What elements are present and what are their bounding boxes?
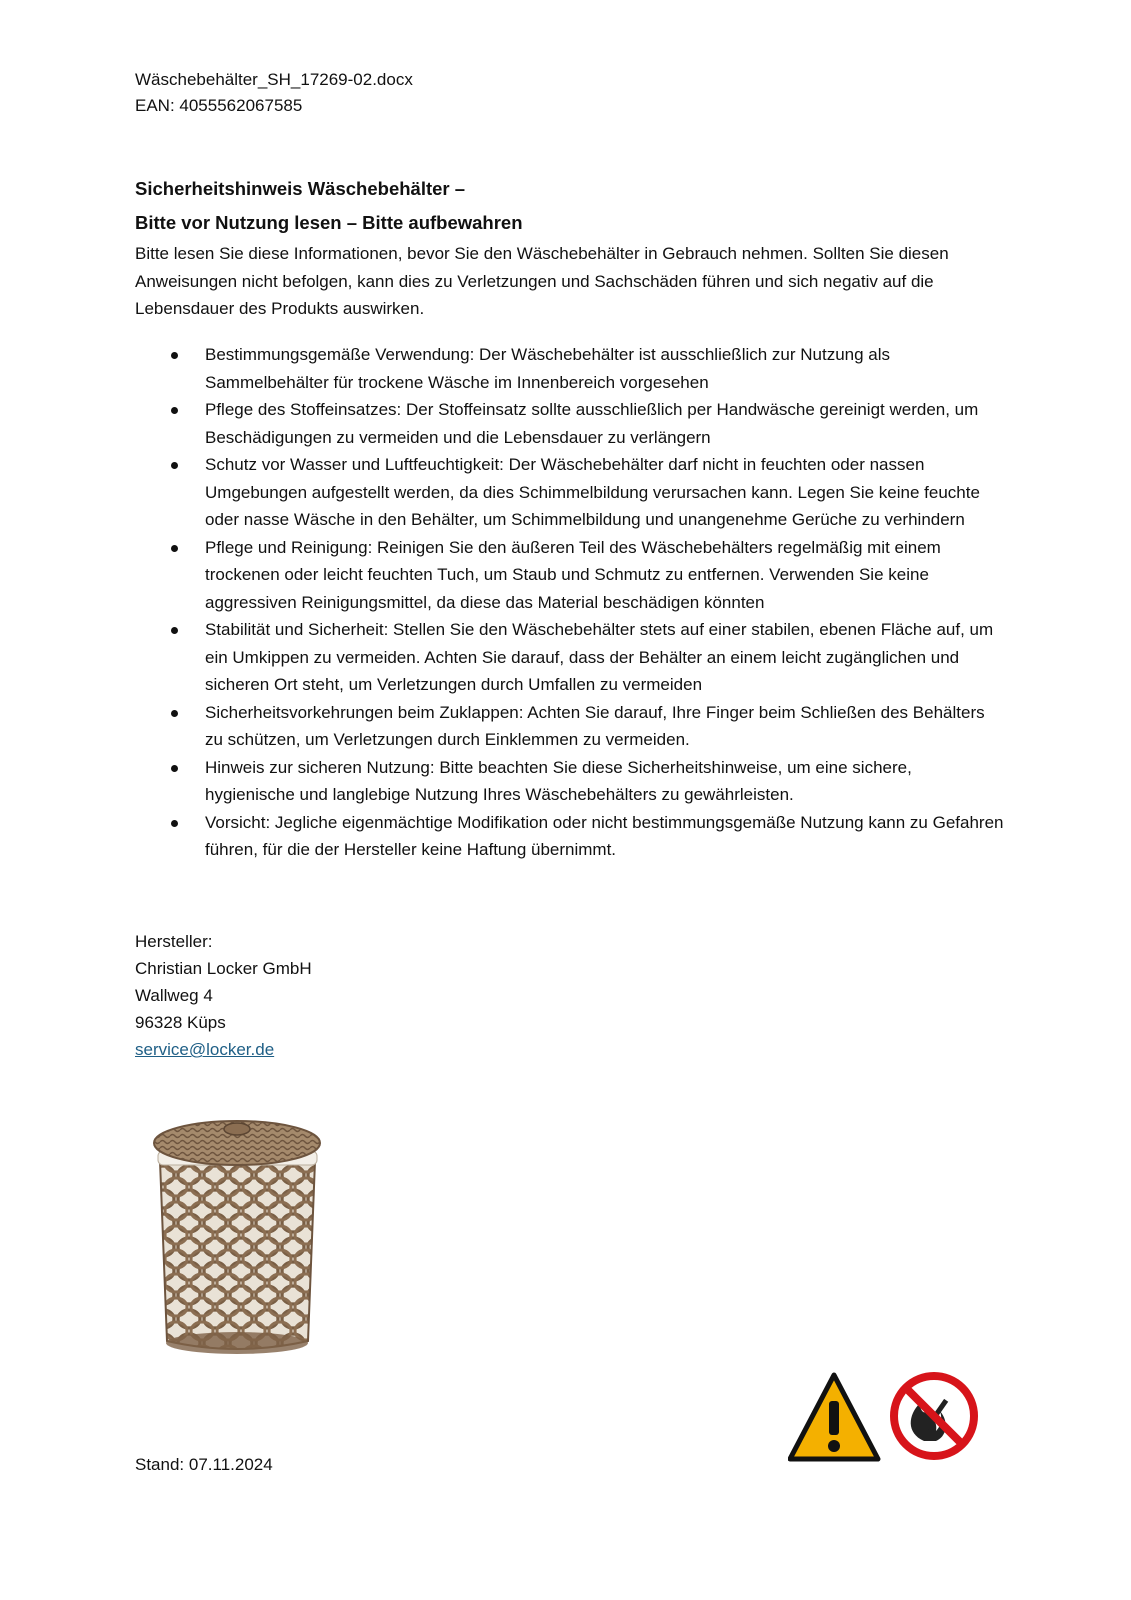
manufacturer-name: Christian Locker GmbH: [135, 959, 312, 978]
document-title: [135, 172, 523, 240]
manufacturer-email-link[interactable]: service@locker.de: [135, 1040, 275, 1059]
title-line-1: Sicherheitshinweis Wäschebehälter –: [135, 178, 466, 199]
intro-paragraph: Bitte lesen Sie diese Informationen, bevor Sie den Wäschebehälter in Gebrauch nehmen. Sollten Sie diesen Anweisungen nicht befolgen, kann dies zu Verletzungen und Sachschäden führen und sich negativ auf die Lebensdauer des Produkts auswirken.: [135, 244, 949, 318]
file-name: Wäschebehälter_SH_17269-02.docx: [135, 70, 413, 89]
list-item: Vorsicht: Jegliche eigenmächtige Modifikation oder nicht bestimmungsgemäße Nutzung kann zu Gefahren führen, für die der Hersteller keine Haftung übernimmt.: [135, 809, 1005, 864]
list-item: Pflege des Stoffeinsatzes: Der Stoffeinsatz sollte ausschließlich per Handwäsche gereinigt werden, um Beschädigungen zu vermeiden und die Lebensdauer zu verlängern: [135, 396, 1005, 451]
manufacturer-label: Hersteller:: [135, 932, 213, 951]
manufacturer-city: 96328 Küps: [135, 1013, 226, 1032]
safety-list: [135, 341, 1005, 864]
list-item: Schutz vor Wasser und Luftfeuchtigkeit: Der Wäschebehälter darf nicht in feuchten oder nassen Umgebungen aufgestellt werden, da dies Schimmelbildung verursachen kann. Legen Sie keine feuchte oder nasse Wäsche in den Behälter, um Schimmelbildung und unangenehme Gerüche zu verhindern: [135, 451, 1005, 534]
revision-date: Stand: 07.11.2024: [135, 1455, 273, 1474]
list-item: Pflege und Reinigung: Reinigen Sie den äußeren Teil des Wäschebehälters regelmäßig mit einem trockenen oder leicht feuchten Tuch, um Staub und Schmutz zu entfernen. Verwenden Sie keine aggressiven Reinigungsmittel, da diese das Material beschädigen könnten: [135, 534, 1005, 617]
list-item: Stabilität und Sicherheit: Stellen Sie den Wäschebehälter stets auf einer stabilen, ebenen Fläche auf, um ein Umkippen zu vermeiden. Achten Sie darauf, dass der Behälter an einem leicht zugänglichen und sicheren Ort steht, um Verletzungen durch Umfallen zu vermeiden: [135, 616, 1005, 699]
warning-triangle-icon: [790, 1375, 878, 1459]
manufacturer-block: [135, 928, 312, 1063]
document-header: [135, 67, 413, 119]
ean-code: EAN: 4055562067585: [135, 96, 303, 115]
list-item: Bestimmungsgemäße Verwendung: Der Wäschebehälter ist ausschließlich zur Nutzung als Sammelbehälter für trockene Wäsche im Innenbereich vorgesehen: [135, 341, 1005, 396]
manufacturer-street: Wallweg 4: [135, 986, 213, 1005]
list-item: Hinweis zur sicheren Nutzung: Bitte beachten Sie diese Sicherheitshinweise, um eine sichere, hygienische und langlebige Nutzung Ihres Wäschebehälters zu gewährleisten.: [135, 754, 1005, 809]
no-open-flame-icon: [894, 1376, 974, 1456]
title-line-2: Bitte vor Nutzung lesen – Bitte aufbewahren: [135, 212, 523, 233]
safety-symbols: [788, 1371, 983, 1466]
laundry-basket-image: [150, 1115, 325, 1365]
list-item: Sicherheitsvorkehrungen beim Zuklappen: Achten Sie darauf, Ihre Finger beim Schließen des Behälters zu schützen, um Verletzungen durch Einklemmen zu vermeiden.: [135, 699, 1005, 754]
